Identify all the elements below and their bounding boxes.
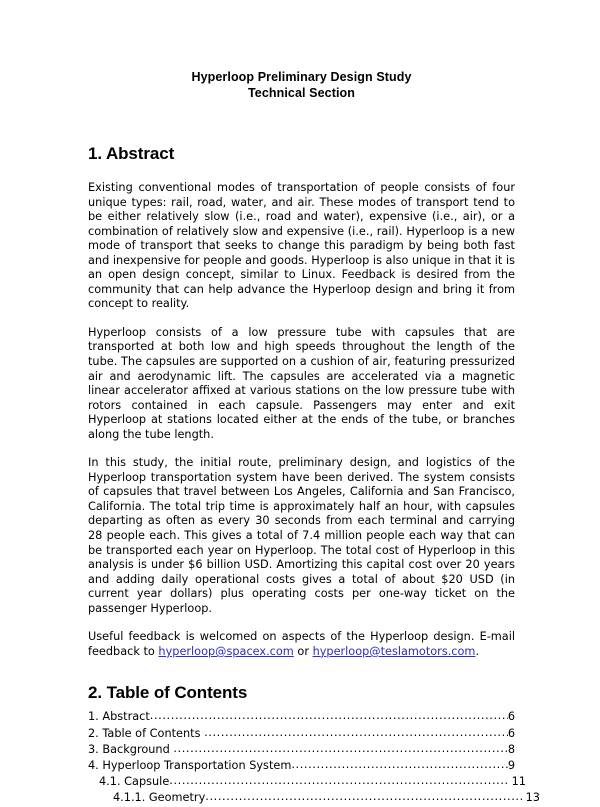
- toc-entry-page-number: 13: [522, 791, 540, 805]
- toc-entry[interactable]: [88, 726, 515, 742]
- feedback-conjunction: or: [293, 644, 313, 658]
- toc-entry[interactable]: [88, 758, 515, 774]
- toc-entry-page-number: 6: [507, 726, 515, 740]
- feedback-text-suffix: .: [475, 644, 480, 658]
- table-of-contents-list: [88, 709, 540, 806]
- document-title-line-1: Hyperloop Preliminary Design Study: [191, 70, 412, 84]
- toc-entry-label: 4.1. Capsule: [99, 775, 170, 789]
- document-title: [88, 70, 515, 101]
- document-title-line-2: Technical Section: [247, 85, 356, 100]
- toc-entry-label: 2. Table of Contents: [88, 726, 205, 740]
- toc-dot-leader: [291, 758, 507, 769]
- abstract-paragraph-3: In this study, the initial route, preliminary design, and logistics of the Hyperloop transportation system have been derived. The system consists of capsules that travel between Los Angeles, California and San Francisco, California. The total trip time is approximately half an hour, with capsules departing as often as every 30 seconds from each terminal and carrying 28 people each. This gives a total of 7.4 million people each way that can be transported each year on Hyperloop. The total cost of Hyperloop in this analysis is under $6 billion USD. Amortizing this capital cost over 20 years and adding daily operational costs gives a total of about $20 USD (in current year dollars) plus operating costs per one-way ticket on the passenger Hyperloop.: [88, 456, 515, 615]
- abstract-paragraph-1: Existing conventional modes of transportation of people consists of four unique types: rail, road, water, and air. These modes of transport tend to be either relatively slow (i.e., road and water), expensive (i.e., air), or a combination of relatively slow and expensive (i.e., rail). Hyperloop is a new mode of transport that seeks to change this paradigm by being both fast and inexpensive for people and goods. Hyperloop is also unique in that it is an open design concept, similar to Linux. Feedback is desired from the community that can help advance the Hyperloop design and bring it from concept to reality.: [88, 181, 515, 311]
- toc-entry-page-number: 8: [507, 742, 515, 756]
- toc-entry[interactable]: [88, 742, 515, 758]
- toc-dot-leader: [204, 726, 508, 737]
- toc-entry[interactable]: [88, 709, 515, 725]
- toc-dot-leader: [150, 709, 508, 720]
- toc-entry[interactable]: [88, 790, 540, 806]
- toc-entry-label: 3. Background: [88, 742, 174, 756]
- toc-entry[interactable]: [88, 774, 526, 790]
- toc-entry-page-number: 6: [507, 710, 515, 724]
- toc-entry-label: 4.1.1. Geometry: [113, 791, 206, 805]
- toc-entry-label: 4. Hyperloop Transportation System: [88, 759, 292, 773]
- toc-entry-label: 1. Abstract: [88, 710, 150, 724]
- email-link-spacex[interactable]: hyperloop@spacex.com: [158, 644, 294, 658]
- toc-entry-page-number: 11: [508, 775, 526, 789]
- feedback-text-prefix: Useful feedback is welcomed on aspects of the Hyperloop design. E-mail feedback to: [88, 630, 515, 658]
- section-heading-abstract: 1. Abstract: [88, 144, 175, 163]
- section-heading-table-of-contents: 2. Table of Contents: [88, 683, 248, 703]
- toc-dot-leader: [205, 790, 522, 801]
- toc-entry-page-number: 9: [507, 759, 515, 773]
- abstract-feedback-paragraph: [88, 630, 515, 659]
- abstract-paragraph-2: Hyperloop consists of a low pressure tube with capsules that are transported at both low and high speeds throughout the length of the tube. The capsules are supported on a cushion of air, featuring pressurized air and aerodynamic lift. The capsules are accelerated via a magnetic linear accelerator affixed at various stations on the low pressure tube with rotors contained in each capsule. Passengers may enter and exit Hyperloop at stations located either at the ends of the tube, or branches along the tube length.: [88, 325, 515, 441]
- email-link-teslamotors[interactable]: hyperloop@teslamotors.com: [312, 644, 476, 658]
- toc-dot-leader: [173, 742, 507, 753]
- page-content: [88, 0, 540, 807]
